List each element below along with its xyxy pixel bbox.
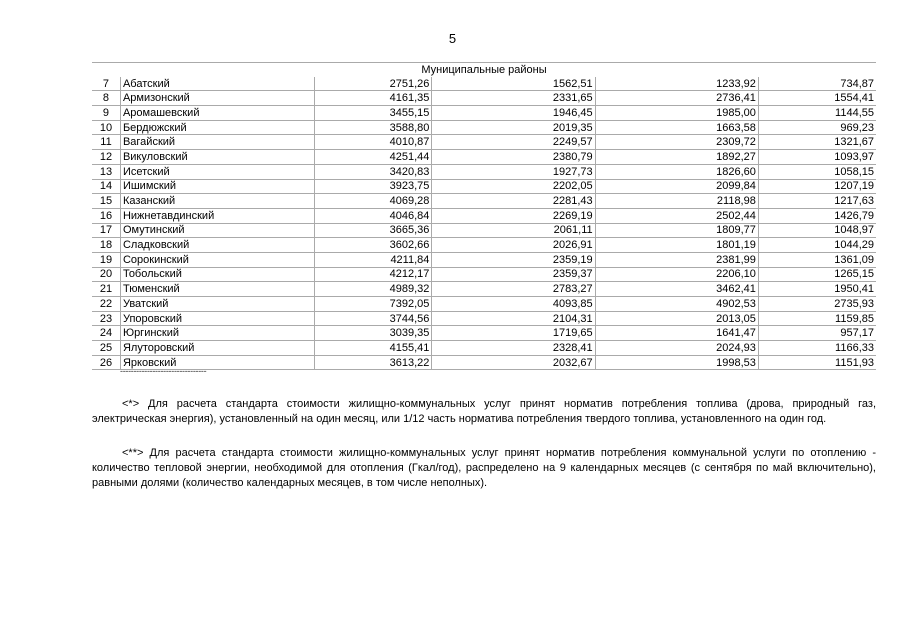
value-cell: 1207,19	[758, 179, 876, 194]
row-number: 14	[92, 179, 120, 194]
value-cell: 1166,33	[758, 341, 876, 356]
value-cell: 2380,79	[432, 150, 595, 165]
value-cell: 1985,00	[595, 106, 758, 121]
district-name: Уватский	[120, 297, 314, 312]
value-cell: 3420,83	[315, 164, 432, 179]
row-number: 25	[92, 341, 120, 356]
value-cell: 4902,53	[595, 297, 758, 312]
value-cell: 1801,19	[595, 238, 758, 253]
value-cell: 2024,93	[595, 341, 758, 356]
value-cell: 2735,93	[758, 297, 876, 312]
value-cell: 4989,32	[315, 282, 432, 297]
value-cell: 2026,91	[432, 238, 595, 253]
value-cell: 4069,28	[315, 194, 432, 209]
value-cell: 4161,35	[315, 91, 432, 106]
row-number: 8	[92, 91, 120, 106]
value-cell: 3602,66	[315, 238, 432, 253]
value-cell: 1719,65	[432, 326, 595, 341]
district-name: Исетский	[120, 164, 314, 179]
row-number: 26	[92, 355, 120, 370]
value-cell: 3665,36	[315, 223, 432, 238]
footnote-separator: --------------------------------	[120, 366, 207, 376]
value-cell: 1641,47	[595, 326, 758, 341]
value-cell: 1826,60	[595, 164, 758, 179]
district-name: Юргинский	[120, 326, 314, 341]
value-cell: 1233,92	[595, 77, 758, 91]
row-number: 13	[92, 164, 120, 179]
value-cell: 2736,41	[595, 91, 758, 106]
row-number: 9	[92, 106, 120, 121]
district-name: Бердюжский	[120, 120, 314, 135]
value-cell: 4046,84	[315, 208, 432, 223]
value-cell: 4251,44	[315, 150, 432, 165]
district-name: Викуловский	[120, 150, 314, 165]
table-row	[92, 91, 876, 106]
value-cell: 3744,56	[315, 311, 432, 326]
table-row	[92, 282, 876, 297]
value-cell: 1998,53	[595, 355, 758, 370]
value-cell: 4211,84	[315, 252, 432, 267]
district-name: Сладковский	[120, 238, 314, 253]
district-name: Сорокинский	[120, 252, 314, 267]
value-cell: 2099,84	[595, 179, 758, 194]
page-number: 5	[448, 31, 457, 46]
table-row	[92, 150, 876, 165]
table-row	[92, 355, 876, 370]
value-cell: 2783,27	[432, 282, 595, 297]
row-number: 21	[92, 282, 120, 297]
value-cell: 1426,79	[758, 208, 876, 223]
value-cell: 2013,05	[595, 311, 758, 326]
value-cell: 4010,87	[315, 135, 432, 150]
table-row	[92, 341, 876, 356]
row-number: 24	[92, 326, 120, 341]
district-name: Упоровский	[120, 311, 314, 326]
district-name: Тобольский	[120, 267, 314, 282]
value-cell: 3613,22	[315, 355, 432, 370]
table-row	[92, 77, 876, 91]
row-number: 20	[92, 267, 120, 282]
district-name: Омутинский	[120, 223, 314, 238]
table-row	[92, 297, 876, 312]
value-cell: 2359,37	[432, 267, 595, 282]
row-number: 22	[92, 297, 120, 312]
value-cell: 1562,51	[432, 77, 595, 91]
value-cell: 1892,27	[595, 150, 758, 165]
table-row	[92, 238, 876, 253]
value-cell: 2331,65	[432, 91, 595, 106]
value-cell: 1946,45	[432, 106, 595, 121]
value-cell: 1093,97	[758, 150, 876, 165]
value-cell: 1159,85	[758, 311, 876, 326]
value-cell: 1058,15	[758, 164, 876, 179]
value-cell: 3455,15	[315, 106, 432, 121]
table-row	[92, 120, 876, 135]
value-cell: 4212,17	[315, 267, 432, 282]
row-number: 17	[92, 223, 120, 238]
value-cell: 3923,75	[315, 179, 432, 194]
value-cell: 2281,43	[432, 194, 595, 209]
table-row	[92, 135, 876, 150]
row-number: 16	[92, 208, 120, 223]
district-name: Ишимский	[120, 179, 314, 194]
district-name: Ялуторовский	[120, 341, 314, 356]
value-cell: 2019,35	[432, 120, 595, 135]
row-number: 7	[92, 77, 120, 91]
value-cell: 7392,05	[315, 297, 432, 312]
value-cell: 3588,80	[315, 120, 432, 135]
value-cell: 734,87	[758, 77, 876, 91]
value-cell: 2249,57	[432, 135, 595, 150]
district-name: Вагайский	[120, 135, 314, 150]
row-number: 15	[92, 194, 120, 209]
value-cell: 2104,31	[432, 311, 595, 326]
district-name: Нижнетавдинский	[120, 208, 314, 223]
value-cell: 1927,73	[432, 164, 595, 179]
value-cell: 957,17	[758, 326, 876, 341]
district-name: Тюменский	[120, 282, 314, 297]
district-name: Казанский	[120, 194, 314, 209]
value-cell: 2328,41	[432, 341, 595, 356]
table-row	[92, 223, 876, 238]
value-cell: 2502,44	[595, 208, 758, 223]
value-cell: 1554,41	[758, 91, 876, 106]
section-header-row	[92, 63, 876, 77]
value-cell: 1663,58	[595, 120, 758, 135]
value-cell: 2359,19	[432, 252, 595, 267]
value-cell: 1151,93	[758, 355, 876, 370]
value-cell: 1265,15	[758, 267, 876, 282]
table-row	[92, 194, 876, 209]
value-cell: 2206,10	[595, 267, 758, 282]
value-cell: 2118,98	[595, 194, 758, 209]
district-name: Армизонский	[120, 91, 314, 106]
value-cell: 1217,63	[758, 194, 876, 209]
footnote-fuel: <*> Для расчета стандарта стоимости жилищно-коммунальных услуг принят норматив потребления топлива (дрова, природный газ, электрическая энергия), установленный на один месяц, или 1/12 часть норматива потребления твердого топлива, установленного на один год.	[92, 398, 876, 425]
district-name: Абатский	[120, 77, 314, 91]
row-number: 10	[92, 120, 120, 135]
value-cell: 1809,77	[595, 223, 758, 238]
value-cell: 4093,85	[432, 297, 595, 312]
row-number: 12	[92, 150, 120, 165]
section-title: Муниципальные районы	[92, 63, 876, 77]
row-number: 23	[92, 311, 120, 326]
value-cell: 1144,55	[758, 106, 876, 121]
row-number: 19	[92, 252, 120, 267]
value-cell: 1321,67	[758, 135, 876, 150]
row-number: 18	[92, 238, 120, 253]
value-cell: 1044,29	[758, 238, 876, 253]
footnote-heating: <**> Для расчета стандарта стоимости жилищно-коммунальных услуг принят норматив потребления коммунальной услуги по отоплению - количество тепловой энергии, необходимой для отопления (Гкал/год), распределено на 9 календарных месяцев (с сентября по май включительно), равными долями (количество календарных месяцев, в том числе неполных).	[92, 447, 876, 489]
table-row	[92, 252, 876, 267]
value-cell: 2309,72	[595, 135, 758, 150]
value-cell: 2269,19	[432, 208, 595, 223]
value-cell: 3462,41	[595, 282, 758, 297]
table-row	[92, 179, 876, 194]
table-row	[92, 164, 876, 179]
table-row	[92, 326, 876, 341]
value-cell: 1950,41	[758, 282, 876, 297]
value-cell: 4155,41	[315, 341, 432, 356]
municipal-districts-table	[92, 62, 876, 370]
value-cell: 2032,67	[432, 355, 595, 370]
value-cell: 2061,11	[432, 223, 595, 238]
table-row	[92, 106, 876, 121]
value-cell: 2751,26	[315, 77, 432, 91]
district-name: Ярковский	[120, 355, 314, 370]
table-row	[92, 311, 876, 326]
value-cell: 2381,99	[595, 252, 758, 267]
table-row	[92, 208, 876, 223]
value-cell: 1048,97	[758, 223, 876, 238]
row-number: 11	[92, 135, 120, 150]
value-cell: 2202,05	[432, 179, 595, 194]
table-row	[92, 267, 876, 282]
district-name: Аромашевский	[120, 106, 314, 121]
value-cell: 1361,09	[758, 252, 876, 267]
value-cell: 3039,35	[315, 326, 432, 341]
value-cell: 969,23	[758, 120, 876, 135]
